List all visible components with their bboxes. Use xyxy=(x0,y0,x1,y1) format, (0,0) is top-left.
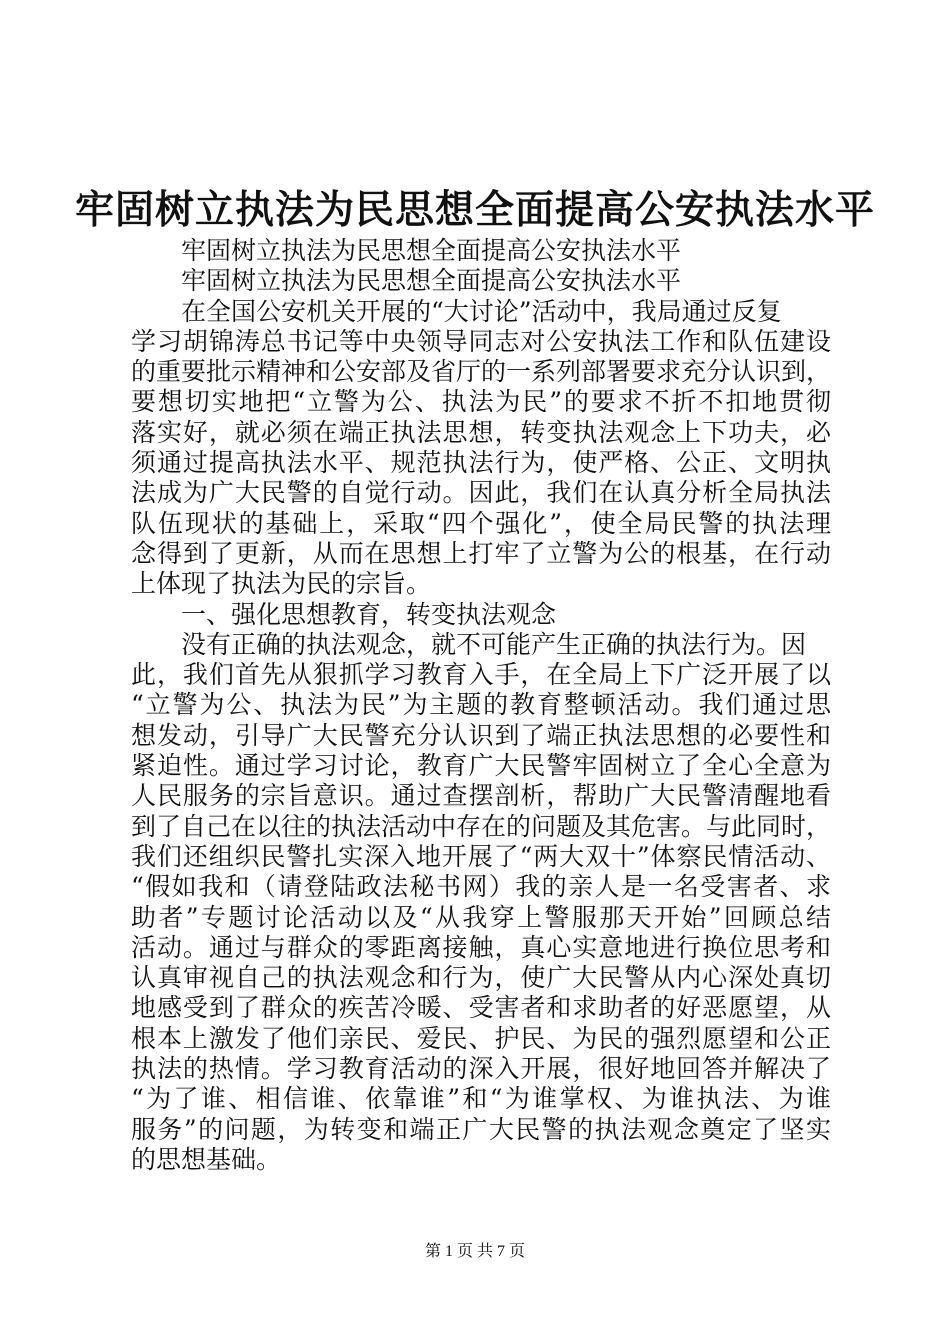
paragraph-line: 队伍现状的基础上，采取“四个强化”，使全局民警的执法理 xyxy=(131,508,831,538)
paragraph-line: “立警为公、执法为民”为主题的教育整顿活动。我们通过思 xyxy=(131,690,831,720)
paragraph-line: 法成为广大民警的自觉行动。因此，我们在认真分析全局执法 xyxy=(131,478,831,508)
paragraph-line: 活动。通过与群众的零距离接触，真心实意地进行换位思考和 xyxy=(131,932,831,962)
paragraph-line: 的重要批示精神和公安部及省厅的一系列部署要求充分认识到， xyxy=(131,357,832,387)
paragraph-line: 我们还组织民警扎实深入地开展了“两大双十”体察民情活动、 xyxy=(131,841,831,871)
paragraph-line: 在全国公安机关开展的“大讨论”活动中，我局通过反复 xyxy=(181,296,782,326)
paragraph-line: 想发动，引导广大民警充分认识到了端正执法思想的必要性和 xyxy=(131,720,831,750)
document-body xyxy=(131,236,831,1175)
paragraph-line: 没有正确的执法观念，就不可能产生正确的执法行为。因 xyxy=(181,629,807,659)
paragraph-line: 须通过提高执法水平、规范执法行为，使严格、公正、文明执 xyxy=(131,448,831,478)
paragraph-line: 落实好，就必须在端正执法思想，转变执法观念上下功夫，必 xyxy=(131,417,831,447)
paragraph-line: 紧迫性。通过学习讨论，教育广大民警牢固树立了全心全意为 xyxy=(131,751,831,781)
paragraph-line: 根本上激发了他们亲民、爱民、护民、为民的强烈愿望和公正 xyxy=(131,1023,831,1053)
paragraph-line: 执法的热情。学习教育活动的深入开展，很好地回答并解决了 xyxy=(131,1054,831,1084)
page-number-footer: 第 1 页 共 7 页 xyxy=(424,1243,525,1260)
paragraph-line: 此，我们首先从狠抓学习教育入手，在全局上下广泛开展了以 xyxy=(131,660,831,690)
paragraph-line: 念得到了更新，从而在思想上打牢了立警为公的根基，在行动 xyxy=(131,538,831,568)
document-title: 牢固树立执法为民思想全面提高公安执法水平 xyxy=(74,187,875,233)
section-heading: 一、强化思想教育，转变执法观念 xyxy=(181,599,557,629)
paragraph-line: 学习胡锦涛总书记等中央领导同志对公安执法工作和队伍建设 xyxy=(131,326,831,356)
paragraph-line: 到了自己在以往的执法活动中存在的问题及其危害。与此同时， xyxy=(131,811,832,841)
paragraph-line: “为了谁、相信谁、依靠谁”和“为谁掌权、为谁执法、为谁 xyxy=(131,1084,831,1114)
paragraph-line: 地感受到了群众的疾苦冷暖、受害者和求助者的好恶愿望，从 xyxy=(131,993,831,1023)
paragraph-line: 服务”的问题，为转变和端正广大民警的执法观念奠定了坚实 xyxy=(131,1114,831,1144)
paragraph-line: “假如我和（请登陆政法秘书网）我的亲人是一名受害者、求 xyxy=(131,872,831,902)
paragraph-line: 助者”专题讨论活动以及“从我穿上警服那天开始”回顾总结 xyxy=(131,902,831,932)
paragraph-line: 认真审视自己的执法观念和行为，使广大民警从内心深处真切 xyxy=(131,963,831,993)
paragraph-line: 人民服务的宗旨意识。通过查摆剖析，帮助广大民警清醒地看 xyxy=(131,781,831,811)
paragraph-line: 的思想基础。 xyxy=(131,1144,282,1174)
paragraph-line: 上体现了执法为民的宗旨。 xyxy=(131,569,432,599)
paragraph-line: 要想切实地把“立警为公、执法为民”的要求不折不扣地贯彻 xyxy=(131,387,831,417)
subtitle-line: 牢固树立执法为民思想全面提高公安执法水平 xyxy=(181,266,682,296)
subtitle-line: 牢固树立执法为民思想全面提高公安执法水平 xyxy=(181,236,682,265)
